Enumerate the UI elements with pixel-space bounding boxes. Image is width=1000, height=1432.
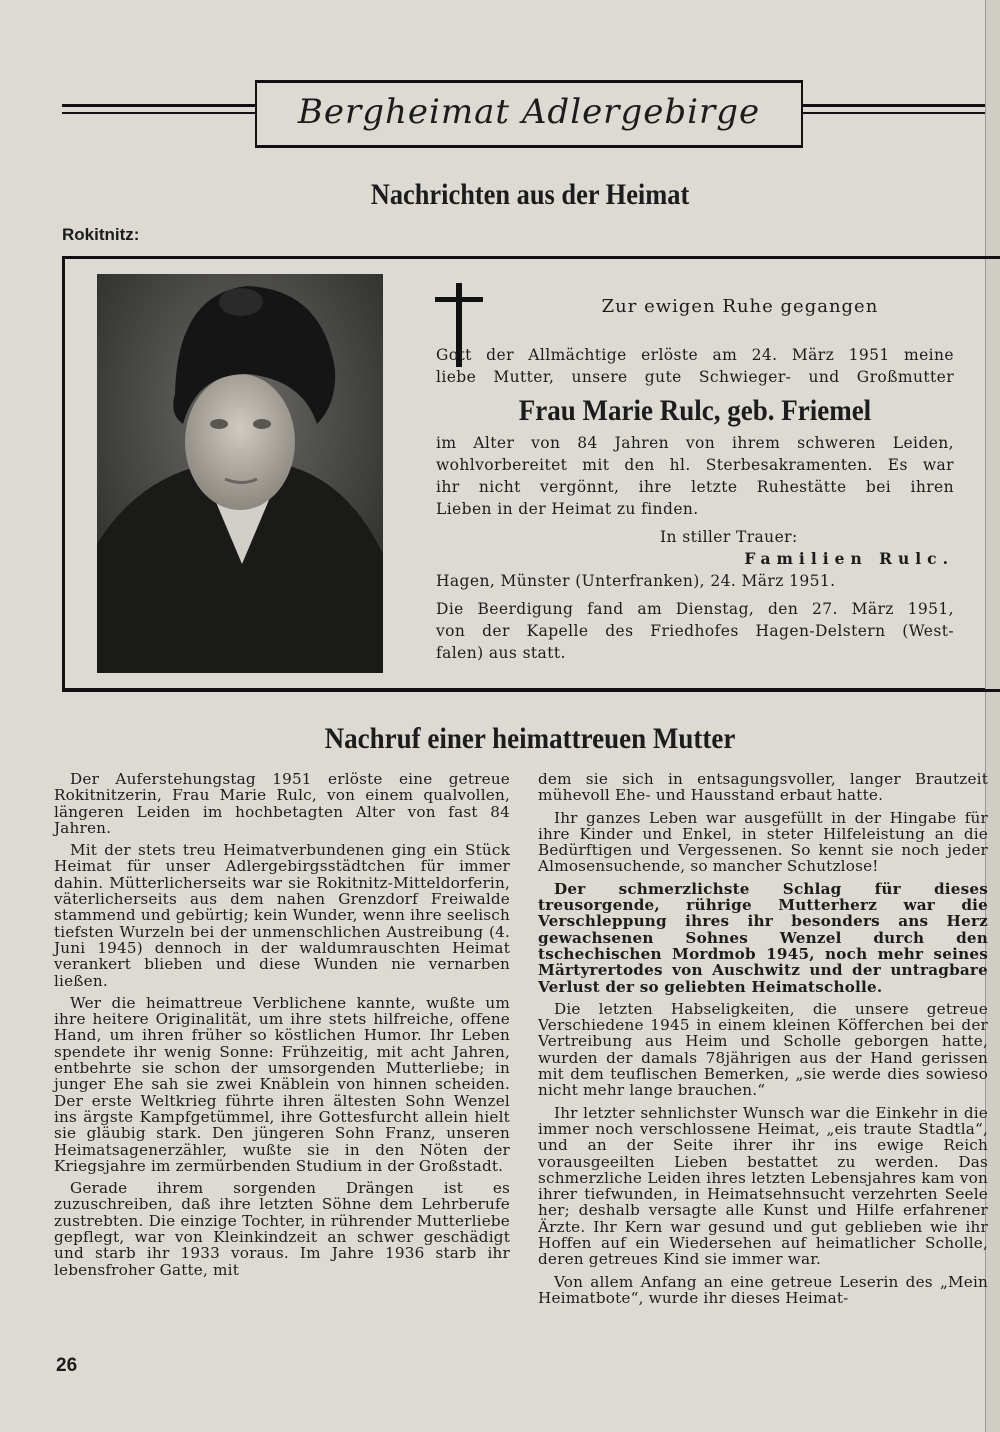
article-paragraph: Mit der stets treu Heimatverbundenen ging ein Stück Heimat für unser Adlergebirgsstädtchen für immer dahin. Mütterlicherseits war sie Rokitnitz-Mitteldorferin, väterlicherseits aus dem nahen Grenzdorf Freiwalde stammend und gebürtig; kein Wunder, wenn ihre seelisch tiefsten Wurzeln bei der unmenschlichen Austreibung (4. Juni 1945) dennoch in der waldumrauschten Heimat verankert blieben und diese Wunden nie vernarben ließen.: [54, 841, 510, 990]
notice-place-date: Hagen, Münster (Unterfranken), 24. März 1951.: [436, 572, 836, 590]
article-paragraph: Die letzten Habseligkeiten, die unsere getreue Verschiedene 1945 in einem kleinen Köfferchen bei der Vertreibung aus Heim und Scholle geborgen hatte, wurden der damals 78jährigen aus der Hand gerissen mit dem teuflischen Bemerken, „sie werde dies sowieso nicht mehr lange brauchen.“: [538, 999, 988, 1100]
location-label: Rokitnitz:: [62, 225, 140, 244]
notice-body-line: Lieben in der Heimat zu finden.: [436, 500, 699, 518]
article-paragraph: Ihr ganzes Leben war ausgefüllt in der Hingabe für ihre Kinder und Enkel, in steter Hilfeleistung an die Bedürftigen und Vergessenen. So kennt sie noch jeder Almosensuchende, so mancher Schutzlose!: [538, 808, 988, 876]
notice-heading: Zur ewigen Ruhe gegangen: [601, 296, 879, 317]
article-title: Nachruf einer heimattreuen Mutter: [324, 722, 736, 755]
article-paragraph: Von allem Anfang an eine getreue Leserin des „Mein Heimatbote“, wurde ihr dieses Heimat-: [538, 1272, 988, 1307]
notice-bottom-rule: [62, 688, 985, 690]
funeral-line: von der Kapelle des Friedhofes Hagen-Delstern (West-: [436, 622, 954, 640]
article-column-left: [54, 771, 510, 1284]
notice-body-line: ihr nicht vergönnt, ihre letzte Ruhestätte bei ihren: [436, 478, 954, 496]
funeral-line: falen) aus statt.: [436, 644, 566, 662]
notice-intro-line: Gott der Allmächtige erlöste am 24. März 1951 meine: [436, 346, 954, 364]
notice-body-line: wohlvorbereitet mit den hl. Sterbesakramenten. Es war: [436, 456, 954, 474]
header-rule-right: [803, 104, 985, 107]
article-paragraph: Ihr letzter sehnlichster Wunsch war die Einkehr in die immer noch verschlossene Heimat, „eis traute Stadtla“, und an der Seite ihrer ihr ins ewige Reich vorausgeeilten Lieben bestattet zu werden. Das schmerzliche Leiden ihres letzten Lebensjahres kam von ihrer tiefwunden, in Heimatsehnsucht verzehrten Seele her; deshalb versagte alle Kunst und Hilfe erfahrener Ärzte. Ihr Kern war gesund und gut geblieben wie ihr Hoffen auf ein Wiedersehen auf heimatlicher Scholle, deren getreues Kind sie immer war.: [538, 1103, 988, 1269]
header-rule-left-thin: [62, 112, 255, 114]
funeral-line: Die Beerdigung fand am Dienstag, den 27. März 1951,: [436, 600, 954, 618]
article-paragraph: Der Auferstehungstag 1951 erlöste eine getreue Rokitnitzerin, Frau Marie Rulc, von einem qualvollen, längeren Leiden im hochbetagten Alter von fast 84 Jahren.: [54, 770, 510, 837]
article-paragraph-emphasis: Der schmerzlichste Schlag für dieses treusorgende, rührige Mutterherz war die Verschleppung ihres ihr besonders ans Herz gewachsenen Sohnes Wenzel durch den tschechischen Mordmob 1945, noch mehr seines Märtyrertodes von Auschwitz und der untragbare Verlust der so geliebten Heimatscholle.: [538, 879, 988, 996]
header-rule-left: [62, 104, 255, 107]
article-paragraph: Gerade ihrem sorgenden Drängen ist es zuzuschreiben, daß ihre letzten Söhne dem Lehrberufe zustrebten. Die einzige Tochter, in rührender Mutterliebe gepflegt, war von Kleinkindzeit an schwer geschädigt und starb ihr 1933 voraus. Im Jahre 1936 starb ihr lebensfroher Gatte, mit: [54, 1179, 510, 1279]
deceased-name: Frau Marie Rulc, geb. Friemel: [518, 394, 872, 427]
portrait-photo: [97, 274, 383, 673]
family-signature: Familien Rulc.: [744, 549, 954, 568]
article-paragraph: Wer die heimattreue Verblichene kannte, wußte um ihre heitere Originalität, um ihre stets hilfreiche, offene Hand, um ihren früher so köstlichen Humor. Ihr Leben spendete ihr wenig Sonne: Frühzeitig, mit acht Jahren, entbehrte sie schon der umsorgenden Mutterliebe; in junger Ehe sah sie zwei Knäblein von hinnen scheiden. Der erste Weltkrieg führte ihren ältesten Sohn Wenzel ins ärgste Kampfgetümmel, ihre Gottesfurcht allein hielt sie gläubig stark. Den jüngeren Sohn Franz, unseren Heimatsagenerzähler, wußte sie in den Nöten der Kriegsjahre im zermürbenden Studium in der Großstadt.: [54, 993, 510, 1175]
page-number: 26: [56, 1355, 78, 1376]
mourning-label: In stiller Trauer:: [660, 528, 798, 546]
header-title: Bergheimat Adlergebirge: [297, 92, 761, 132]
notice-body-line: im Alter von 84 Jahren von ihrem schweren Leiden,: [436, 434, 954, 452]
section-title: Nachrichten aus der Heimat: [370, 178, 690, 211]
notice-intro-line: liebe Mutter, unsere gute Schwieger- und Großmutter: [436, 368, 954, 386]
header-rule-right-thin: [803, 112, 985, 114]
article-paragraph: dem sie sich in entsagungsvoller, langer Brautzeit mühevoll Ehe- und Hausstand erbaut hatte.: [538, 771, 988, 805]
article-column-right: [538, 771, 988, 1312]
